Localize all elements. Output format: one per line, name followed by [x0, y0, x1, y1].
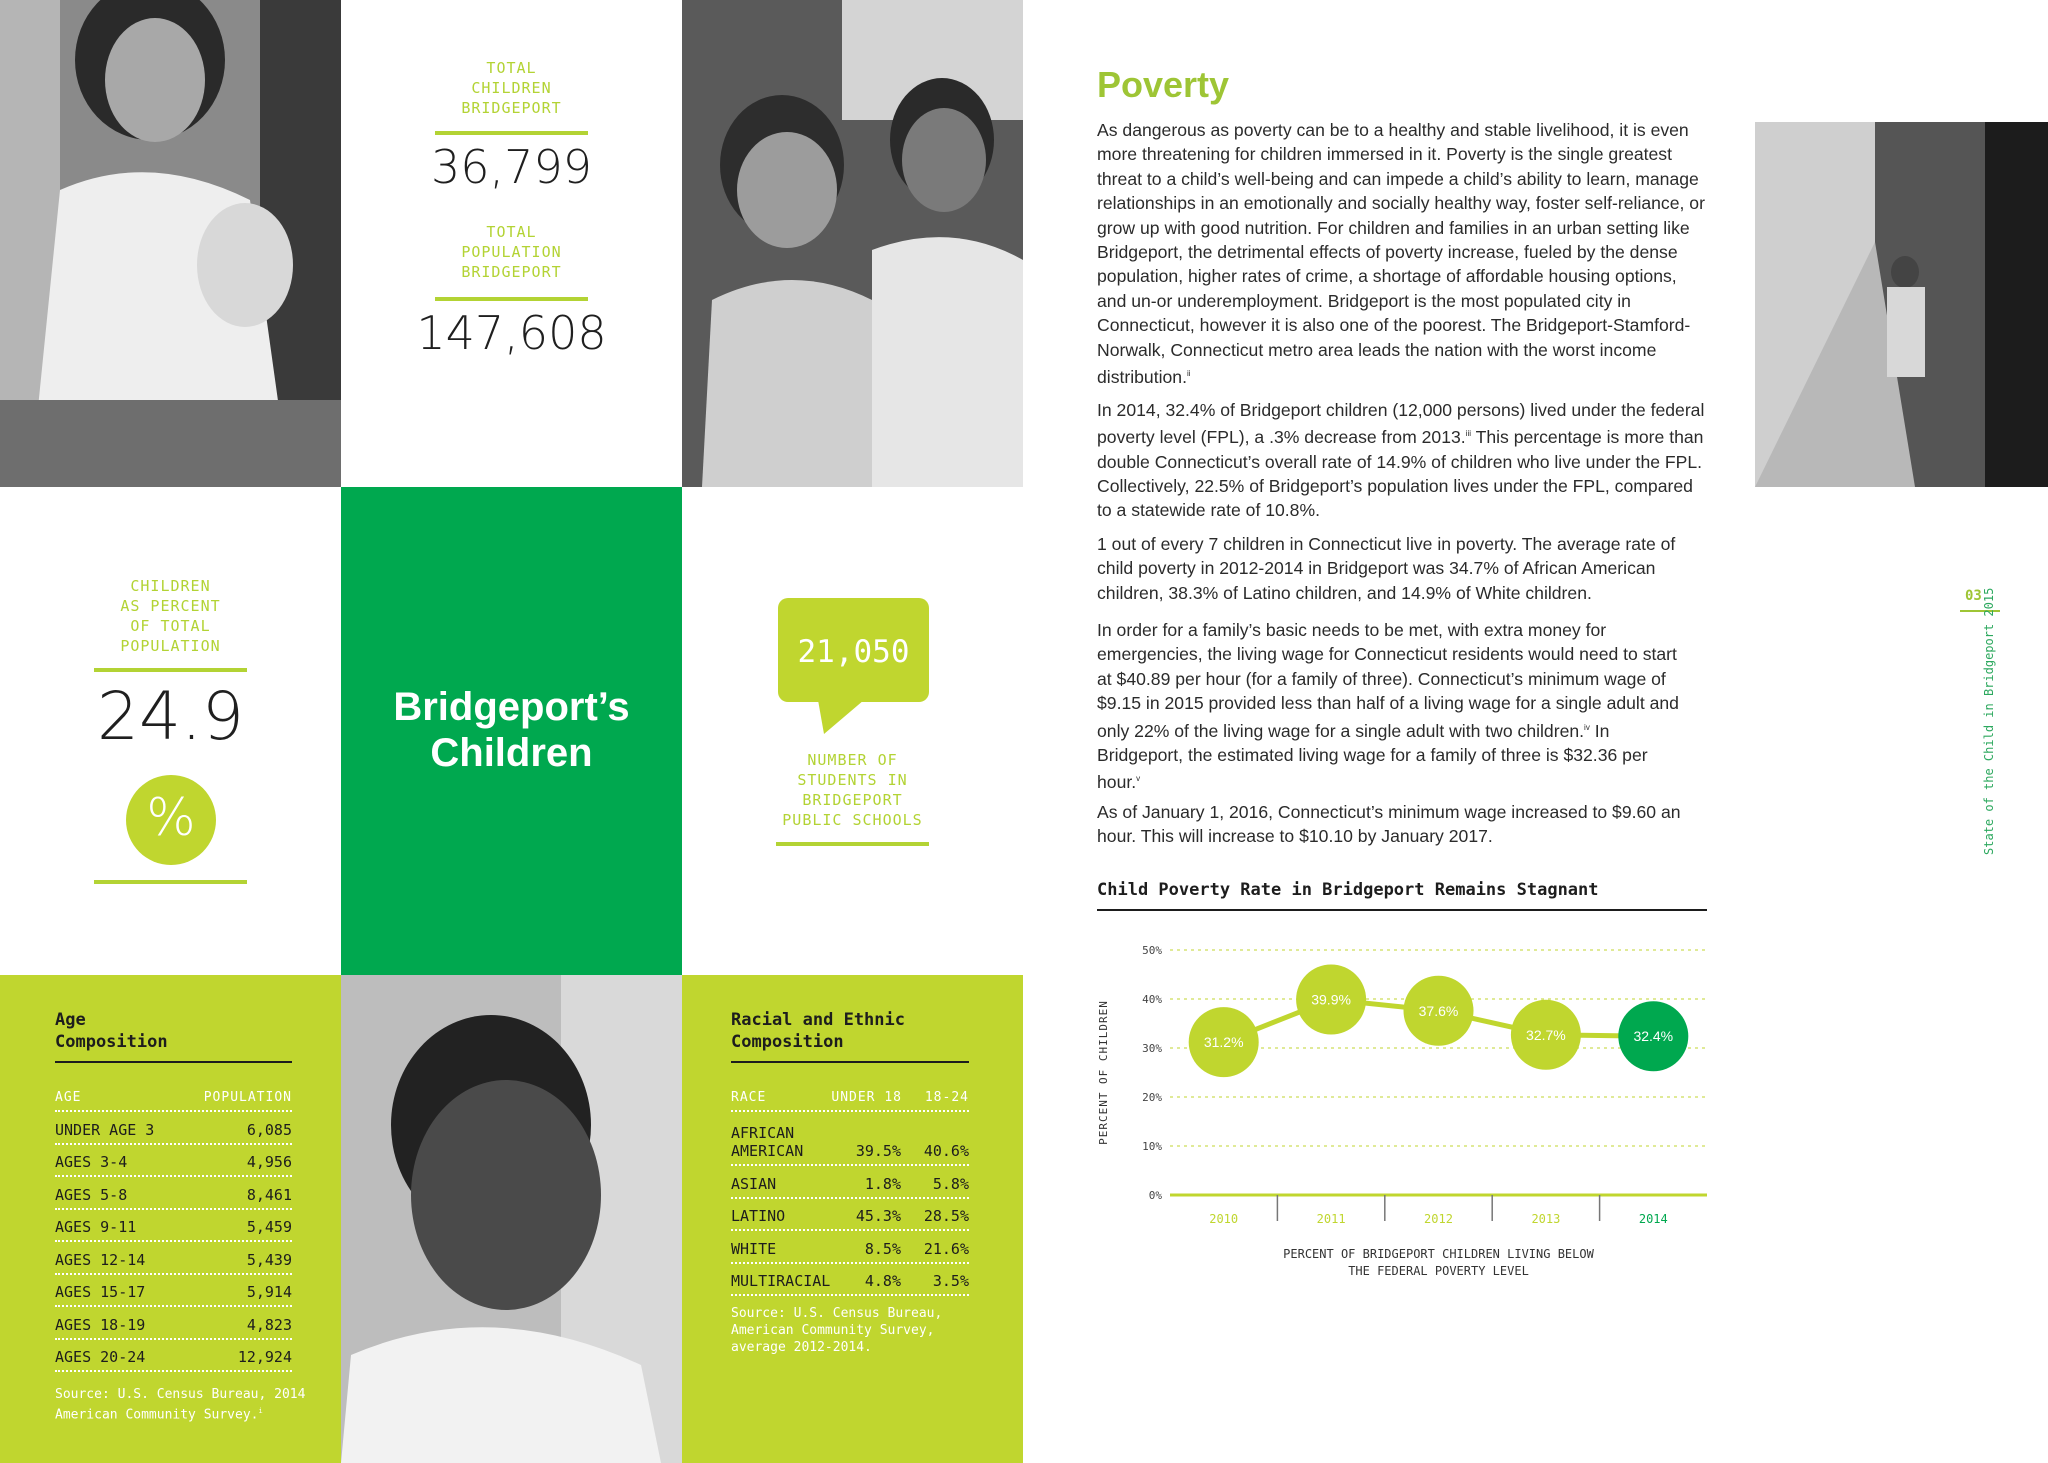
- y-tick-label: 20%: [1142, 1091, 1162, 1104]
- race-18-24: 5.8%: [932, 1174, 969, 1193]
- age-population: 4,823: [246, 1315, 292, 1334]
- race-table-rule: [731, 1061, 969, 1063]
- total-children-value: 36,799: [431, 140, 592, 194]
- race-table-header-race: RACE: [731, 1090, 767, 1105]
- age-table-header-population: POPULATION: [203, 1090, 292, 1105]
- children-percent-value: 24.9: [97, 678, 244, 755]
- age-table-source: Source: U.S. Census Bureau, 2014 American Community Survey.$^i$: [55, 1387, 306, 1423]
- x-tick-label: 2013: [1531, 1212, 1561, 1226]
- age-population: 5,439: [246, 1250, 292, 1269]
- race-under-18: 4.8%: [864, 1272, 901, 1290]
- age-table-row: [55, 1275, 292, 1308]
- y-tick-label: 40%: [1142, 993, 1162, 1006]
- age-range: UNDER AGE 3: [55, 1120, 155, 1139]
- race-name: WHITE: [731, 1239, 777, 1258]
- age-range: AGES 12-14: [55, 1250, 146, 1269]
- race-table-row: [731, 1231, 969, 1264]
- poverty-paragraph-1: As dangerous as poverty can be to a healthy and stable livelihood, it is even more threatening for children immersed in it. Poverty is the single greatest threat to a child’s well-being and can impede a child’s ability to learn, manage relationships in an emotionally and socially healthy way, foster self-reliance, or grow up with good nutrition. For children and families in an urban setting like Bridgeport, the detrimental effects of poverty increase, fueled by the dense population, higher rates of crime, a shortage of affordable housing options, and un-or underemployment. Bridgeport is the most populated city in Connecticut, however it is also one of the poorest. The Bridgeport-Stamford-Norwalk, Connecticut metro area leads the nation with the worst income distribution.$^{ii}$: [1097, 120, 1705, 387]
- age-range: AGES 18-19: [55, 1315, 146, 1334]
- data-label: 32.7%: [1526, 1026, 1566, 1043]
- total-population-label: TOTAL POPULATION BRIDGEPORT: [461, 223, 562, 281]
- total-children-rule: [435, 131, 588, 135]
- age-table-header-age: AGE: [55, 1090, 82, 1105]
- age-population: 8,461: [246, 1185, 292, 1204]
- race-name: MULTIRACIAL: [731, 1272, 831, 1290]
- poverty-rate-chart: [1090, 925, 1720, 1290]
- race-under-18: 1.8%: [864, 1174, 901, 1193]
- race-18-24: 28.5%: [923, 1207, 969, 1225]
- age-population: 5,914: [246, 1283, 292, 1301]
- data-label: 32.4%: [1633, 1028, 1674, 1045]
- x-tick-label: 2011: [1316, 1212, 1346, 1226]
- total-population-rule: [435, 297, 588, 301]
- poverty-paragraph-3: 1 out of every 7 children in Connecticut live in poverty. The average rate of child poverty in 2012-2014 in Bridgeport was 34.7% of African American children, 38.3% of Latino children, and 14.9% of White children.: [1097, 534, 1676, 603]
- photo-boy-laughing: [341, 975, 682, 1463]
- age-range: AGES 5-8: [55, 1185, 128, 1204]
- data-label: 37.6%: [1418, 1002, 1459, 1019]
- y-axis-label: PERCENT OF CHILDREN: [1097, 1000, 1110, 1145]
- race-under-18: 39.5%: [855, 1142, 901, 1160]
- race-under-18: 45.3%: [855, 1207, 901, 1225]
- children-percent-label: CHILDREN AS PERCENT OF TOTAL POPULATION: [120, 577, 221, 655]
- age-table-row: [55, 1210, 292, 1243]
- y-tick-label: 0%: [1148, 1189, 1162, 1202]
- y-tick-label: 10%: [1142, 1140, 1162, 1153]
- age-table-title: Age Composition: [55, 1010, 168, 1052]
- total-population-value: 147,608: [416, 306, 607, 360]
- poverty-title: Poverty: [1097, 64, 1230, 105]
- race-18-24: 40.6%: [923, 1142, 969, 1160]
- percent-symbol: %: [146, 788, 196, 848]
- total-children-label: TOTAL CHILDREN BRIDGEPORT: [461, 59, 562, 117]
- photo-girl-ping-pong: [0, 0, 341, 487]
- poverty-paragraph-4: In order for a family’s basic needs to be met, with extra money for emergencies, the living wage for Connecticut residents would need to start at $40.89 per hour (for a family of three). Connecticut’s minimum wage of $9.15 in 2015 provided less than half of a living wage for a single adult and only 22% of the living wage for a single adult with two children.$^{iv}$ In Bridgeport, the estimated living wage for a family of three is $32.36 per hour.$^v$: [1097, 620, 1679, 793]
- race-table-row: [731, 1199, 969, 1232]
- age-population: 5,459: [246, 1218, 292, 1236]
- age-table-row: [55, 1340, 292, 1373]
- age-range: AGES 3-4: [55, 1153, 128, 1171]
- children-percent-rule-bottom: [94, 880, 247, 884]
- x-tick-label: 2014: [1638, 1212, 1668, 1226]
- photo-children-group: [682, 0, 1023, 487]
- students-rule: [776, 842, 929, 846]
- students-bubble-tail-shape: [818, 700, 864, 736]
- race-table-row: [731, 1264, 969, 1297]
- race-table-header-18-24: 18-24: [924, 1090, 969, 1105]
- y-tick-label: 50%: [1142, 944, 1162, 957]
- data-label: 31.2%: [1203, 1034, 1244, 1051]
- page-number: 03: [1965, 588, 1982, 604]
- poverty-paragraph-2: In 2014, 32.4% of Bridgeport children (12,000 persons) lived under the federal poverty level (FPL), a .3% decrease from 2013.$^{iii}$ This percentage is more than double Connecticut’s overall rate of 14.9% of children who live under the FPL. Collectively, 22.5% of Bridgeport’s population lives under the FPL, compared to a statewide rate of 10.8%.: [1097, 400, 1705, 521]
- race-table-row: [731, 1166, 969, 1199]
- race-name: LATINO: [731, 1207, 786, 1225]
- photo-street-storefront: [1755, 122, 2048, 487]
- data-label: 39.9%: [1311, 991, 1351, 1008]
- x-axis-label: THE FEDERAL POVERTY LEVEL: [1348, 1264, 1529, 1278]
- race-18-24: 21.6%: [923, 1239, 969, 1258]
- poverty-paragraph-5: As of January 1, 2016, Connecticut’s minimum wage increased to $9.60 an hour. This will increase to $10.10 by January 2017.: [1097, 802, 1681, 847]
- age-table-row: [55, 1145, 292, 1178]
- chart-title: Child Poverty Rate in Bridgeport Remains Stagnant: [1097, 880, 1599, 900]
- x-axis-label: PERCENT OF BRIDGEPORT CHILDREN LIVING BELOW: [1283, 1247, 1594, 1261]
- race-name: AFRICAN AMERICAN: [731, 1124, 804, 1160]
- age-table-row: [55, 1242, 292, 1275]
- x-tick-label: 2012: [1424, 1212, 1453, 1226]
- age-table-row: [55, 1307, 292, 1340]
- age-range: AGES 9-11: [55, 1218, 137, 1236]
- age-population: 12,924: [237, 1348, 292, 1366]
- age-range: AGES 20-24: [55, 1348, 146, 1366]
- race-18-24: 3.5%: [932, 1272, 969, 1290]
- feature-title: Bridgeport’s Children: [393, 685, 630, 775]
- y-tick-label: 30%: [1142, 1042, 1162, 1055]
- feature-block: [341, 487, 682, 975]
- race-table-source: Source: U.S. Census Bureau, American Community Survey, average 2012-2014.: [731, 1306, 943, 1355]
- running-title: State of the Child in Bridgeport 2015: [1982, 587, 1996, 855]
- age-population: 4,956: [246, 1153, 292, 1171]
- race-name: ASIAN: [731, 1174, 777, 1193]
- age-range: AGES 15-17: [55, 1283, 146, 1301]
- race-table-header-under18: UNDER 18: [831, 1090, 902, 1105]
- age-population: 6,085: [246, 1120, 292, 1139]
- x-tick-label: 2010: [1209, 1212, 1239, 1226]
- chart-title-rule: [1097, 909, 1707, 911]
- children-percent-rule-top: [94, 668, 247, 672]
- age-table-rule: [55, 1061, 292, 1063]
- students-value: 21,050: [797, 634, 910, 670]
- age-table-row: [55, 1112, 292, 1145]
- students-label: NUMBER OF STUDENTS IN BRIDGEPORT PUBLIC SCHOOLS: [782, 751, 923, 829]
- race-table-title: Racial and Ethnic Composition: [731, 1010, 905, 1052]
- race-table-row: [731, 1112, 969, 1166]
- age-table-row: [55, 1177, 292, 1210]
- race-under-18: 8.5%: [864, 1239, 901, 1258]
